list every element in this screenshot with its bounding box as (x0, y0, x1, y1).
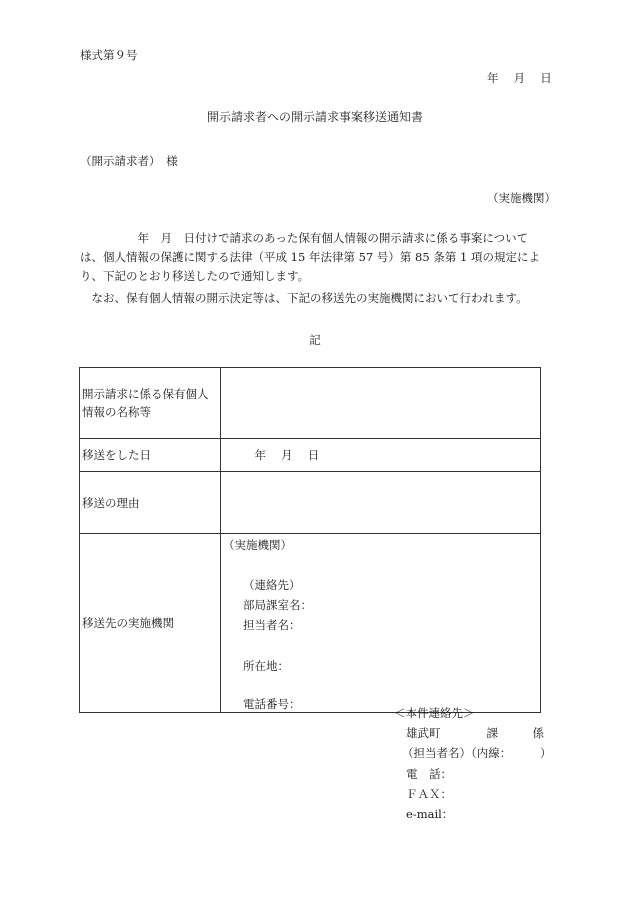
body-paragraph-1: 年 月 日付けで請求のあった保有個人情報の開示請求に係る事案については、個人情報の保護に関する法律（平成 15 年法律第 57 号）第 85 条第 1 項の規定により、下記のとおり移送したので通知します。 (80, 231, 540, 283)
table-row (80, 534, 541, 713)
row-label-reason: 移送の理由 (80, 472, 221, 534)
agency-contact-label: （連絡先） (243, 578, 301, 592)
contact-email: e-mail： (406, 807, 454, 821)
row-value-reason (221, 472, 541, 534)
agency-phone-label: 電話番号： (243, 697, 301, 711)
form-number: 様式第９号 (80, 48, 138, 62)
issuer-agency: （実施機関） (487, 191, 556, 205)
contact-fax: ＦＡＸ： (406, 787, 452, 801)
addressee: （開示請求者） 様 (80, 154, 178, 168)
row-value-info-name (221, 368, 541, 439)
agency-name-label: （実施機関） (223, 538, 292, 552)
contact-person: （担当者名）（内線： ） (402, 746, 552, 760)
agency-person-label: 担当者名： (243, 618, 301, 632)
body-paragraph-2: なお、保有個人情報の開示決定等は、下記の移送先の実施機関において行われます。 (80, 291, 528, 305)
row-value-transfer-date: 年 月 日 (221, 439, 541, 472)
contact-tel: 電 話： (406, 767, 452, 781)
contact-heading: ＜本件連絡先＞ (394, 706, 475, 720)
table-row (80, 368, 541, 439)
row-value-destination-agency (221, 534, 541, 713)
agency-address-label: 所在地： (243, 659, 289, 673)
document-title: 開示請求者への開示請求事案移送通知書 (206, 110, 423, 124)
detail-table (79, 367, 541, 713)
agency-department-label: 部局課室名： (243, 598, 312, 612)
row-label-destination-agency: 移送先の実施機関 (80, 534, 221, 713)
ki-heading: 記 (309, 333, 321, 347)
header-date: 年 月 日 (487, 71, 552, 85)
contact-office: 雄武町 課 係 (406, 726, 544, 740)
table-row (80, 439, 541, 472)
row-label-info-name: 開示請求に係る保有個人情報の名称等 (80, 368, 221, 439)
row-label-transfer-date: 移送をした日 (80, 439, 221, 472)
table-row (80, 472, 541, 534)
